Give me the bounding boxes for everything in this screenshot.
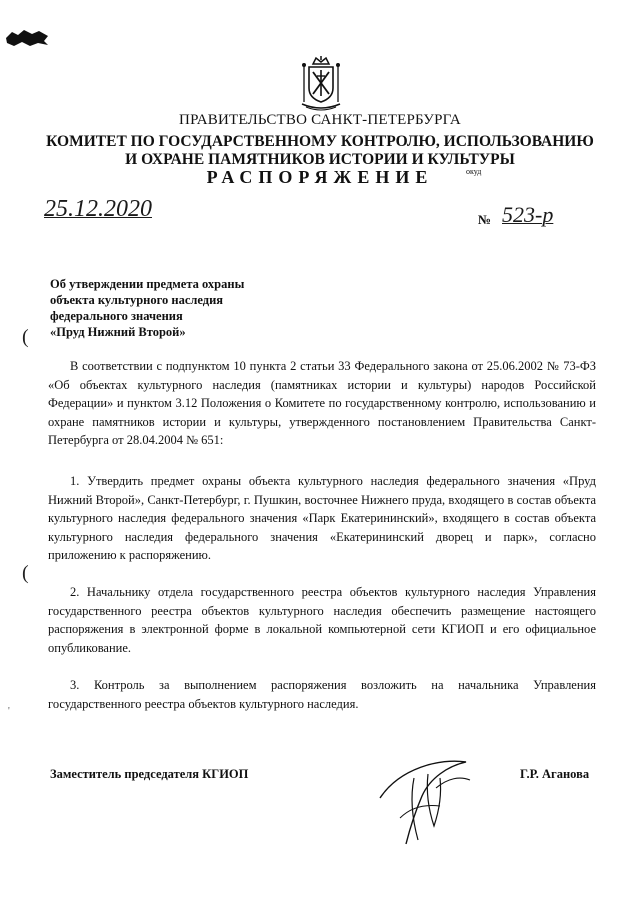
margin-tick: ' [8,706,10,717]
subject-line2: объекта культурного наследия [50,293,224,307]
subject-line4: «Пруд Нижний Второй» [50,325,186,339]
document-date: 25.12.2020 [44,196,152,222]
okud-label: окуд [466,167,482,176]
subject-line3: федерального значения [50,309,183,323]
document-type: РАСПОРЯЖЕНИЕ [206,167,434,187]
signer-name: Г.Р. Аганова [520,767,590,781]
item-2-paragraph: 2. Начальнику отдела государственного реестра объектов культурного наследия Управления государственного реестра объектов культурного наследия обеспечить размещение настоящего распоряжения в электронной форме в локальной компьютерной сети КГИОП и его официальное опубликование. [48,585,596,655]
signer-position: Заместитель председателя КГИОП [50,767,249,781]
committee-title-line1: КОМИТЕТ ПО ГОСУДАРСТВЕННОМУ КОНТРОЛЮ, ИСПОЛЬЗОВАНИЮ [46,133,594,150]
item-1-paragraph: 1. Утвердить предмет охраны объекта культурного наследия федерального значения «Пруд Нижний Второй», Санкт-Петербург, г. Пушкин, восточнее Нижнего пруда, входящего в состав объекта культурного наследия федерального значения «Парк Екатерининский», входящего в состав объекта культурного наследия федерального значения «Екатерининский дворец и парк», согласно приложению к распоряжению. [48,474,596,563]
ink-blot-mark [4,28,50,53]
number-label: № [478,212,492,227]
committee-title [0,133,640,169]
signature-scribble [370,748,480,853]
margin-mark: ( [22,562,29,584]
item-3-paragraph: 3. Контроль за выполнением распоряжения возложить на начальника Управления государственного реестра объектов культурного наследия. [48,678,596,711]
committee-title-line2: И ОХРАНЕ ПАМЯТНИКОВ ИСТОРИИ И КУЛЬТУРЫ [125,151,515,168]
document-subject [50,276,244,340]
document-number: 523-р [502,202,554,227]
government-title: ПРАВИТЕЛЬСТВО САНКТ-ПЕТЕРБУРГА [179,112,461,128]
saint-petersburg-coat-of-arms-icon [296,56,346,112]
subject-line1: Об утверждении предмета охраны [50,277,245,291]
preamble-paragraph: В соответствии с подпунктом 10 пункта 2 статьи 33 Федерального закона от 25.06.2002 № 73-ФЗ «Об объектах культурного наследия (памятниках истории и культуры) народов Российской Федерации» и пунктом 3.12 Положения о Комитете по государственному контролю, использованию и охране памятников истории и культуры, утвержденного постановлением Правительства Санкт-Петербурга от 28.04.2004 № 651: [48,359,596,448]
margin-mark: ( [22,326,29,348]
